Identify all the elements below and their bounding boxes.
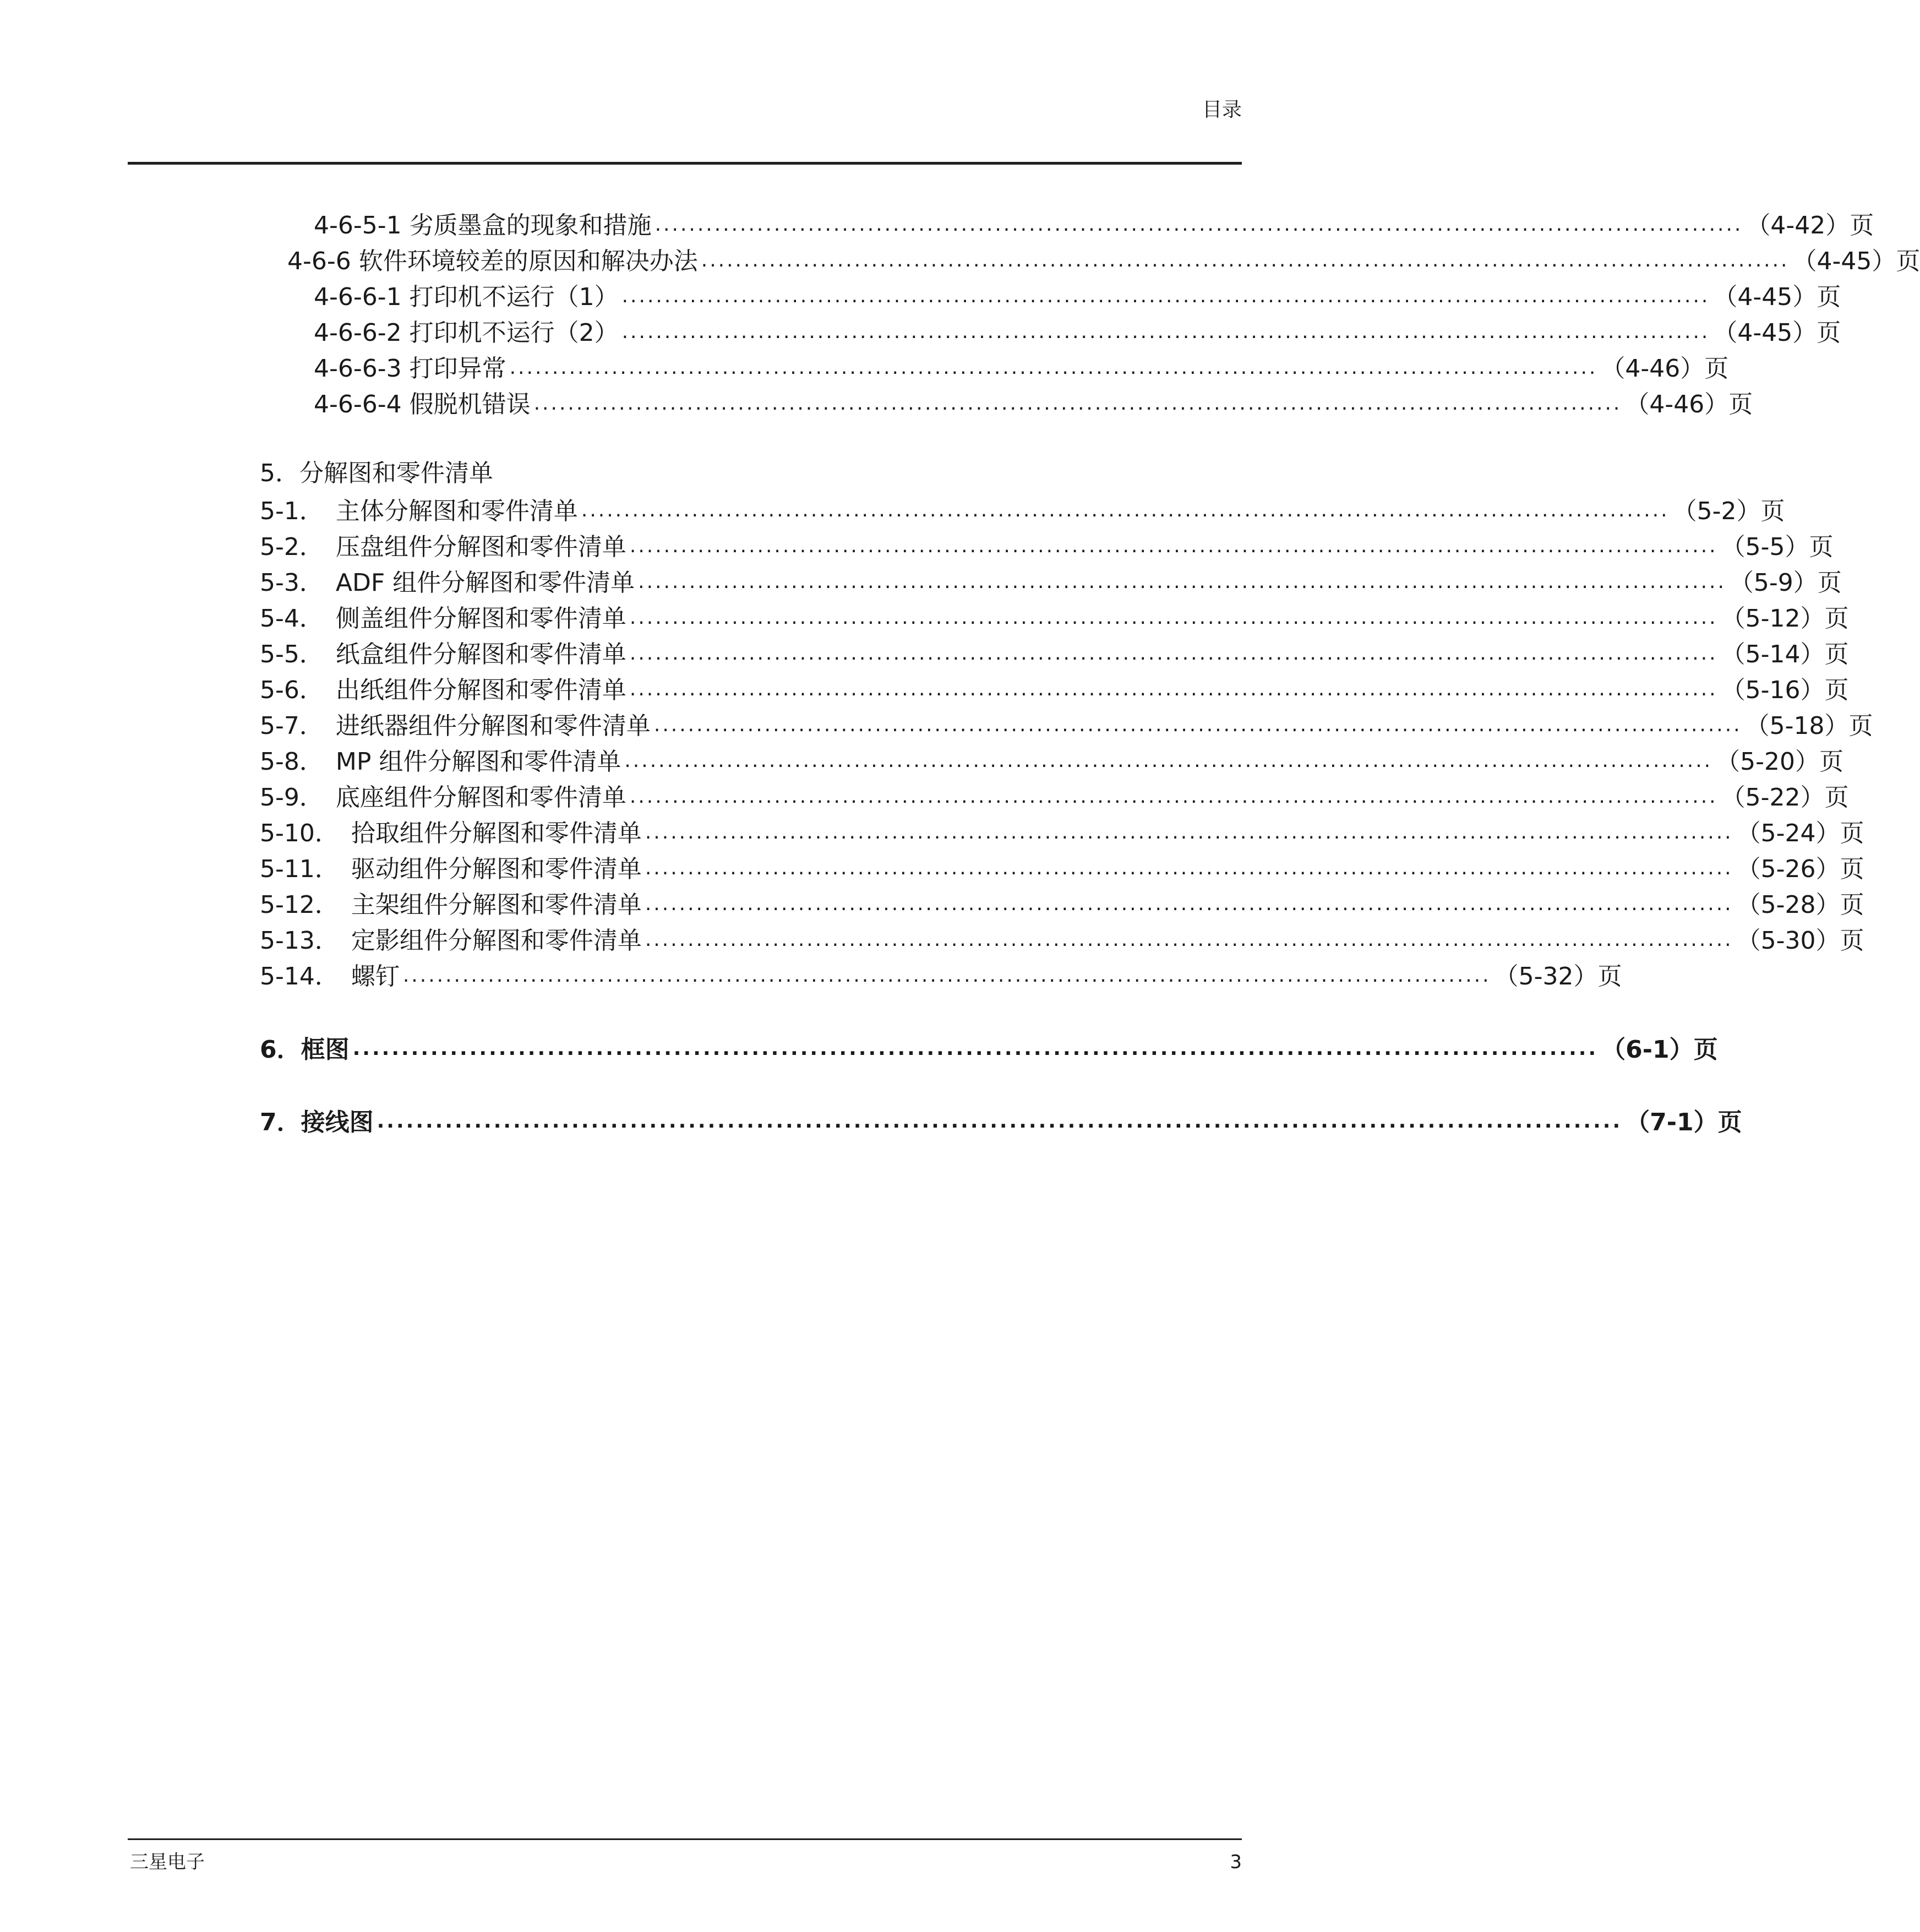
toc-page-ref: （5-9）页 xyxy=(1729,569,1842,597)
footer-company: 三星电子 xyxy=(130,1851,205,1873)
toc-number: 5-9． xyxy=(260,783,324,812)
dot-leader: ................................................................................................................................ xyxy=(352,1037,1599,1060)
toc-page-ref: （4-45）页 xyxy=(1792,247,1920,275)
toc-number: 5-6． xyxy=(260,676,324,704)
toc-title: 拾取组件分解图和零件清单 xyxy=(351,819,642,847)
dot-leader: ................................................................................................................................ xyxy=(624,749,1713,772)
toc-number: 4-6-5-1 xyxy=(314,211,402,240)
toc-number: 5-5． xyxy=(260,640,324,668)
dot-leader: ................................................................................................................................ xyxy=(581,499,1670,521)
toc-number: 4-6-6-3 xyxy=(314,355,402,383)
footer-page-number: 3 xyxy=(1230,1851,1242,1873)
toc-page-ref: （4-42）页 xyxy=(1746,211,1874,240)
dot-leader: ................................................................................................................................ xyxy=(621,285,1710,307)
toc-title: 底座组件分解图和零件清单 xyxy=(335,783,626,812)
toc-entry[interactable] xyxy=(287,242,1920,277)
toc-entry[interactable] xyxy=(260,563,1842,598)
footer-rule xyxy=(128,1838,1242,1840)
toc-number: 5-13． xyxy=(260,927,339,955)
toc-number: 5-10． xyxy=(260,819,339,847)
toc-page-ref: （4-45）页 xyxy=(1713,283,1841,311)
toc-number: 4-6-6-4 xyxy=(314,390,402,418)
toc-title: 劣质墨盒的现象和措施 xyxy=(409,211,652,240)
toc-title: 侧盖组件分解图和零件清单 xyxy=(335,605,626,633)
toc-page-ref: （5-2）页 xyxy=(1672,497,1785,525)
toc-entry[interactable] xyxy=(260,850,1864,885)
toc-page-ref: （4-45）页 xyxy=(1713,319,1841,347)
toc-entry[interactable] xyxy=(260,921,1864,956)
dot-leader: ................................................................................................................................ xyxy=(645,857,1733,879)
chapter-6-entry[interactable] xyxy=(260,1030,1718,1065)
toc-page-ref: （5-24）页 xyxy=(1736,819,1864,847)
dot-leader: ................................................................................................................................ xyxy=(654,213,1743,236)
dot-leader: ................................................................................................................................ xyxy=(653,714,1742,736)
toc-number: 5-1． xyxy=(260,497,324,525)
dot-leader: ................................................................................................................................ xyxy=(638,570,1726,593)
toc-title: 假脱机错误 xyxy=(409,390,531,418)
toc-page-ref: （5-28）页 xyxy=(1736,891,1864,919)
dot-leader: ................................................................................................................................ xyxy=(377,1110,1623,1133)
toc-title: 螺钉 xyxy=(351,962,400,991)
toc-entry[interactable] xyxy=(314,206,1874,241)
toc-entry[interactable] xyxy=(260,527,1834,563)
toc-page-ref: （5-18）页 xyxy=(1745,712,1873,740)
dot-leader: ................................................................................................................................ xyxy=(402,964,1491,987)
toc-title: 软件环境较差的原因和解决办法 xyxy=(358,247,698,275)
toc-title: 打印机不运行（1） xyxy=(409,283,619,311)
toc-title: 主架组件分解图和零件清单 xyxy=(351,891,642,919)
toc-entry[interactable] xyxy=(260,492,1785,527)
dot-leader: ................................................................................................................................ xyxy=(509,356,1598,379)
toc-title: 驱动组件分解图和零件清单 xyxy=(351,855,642,883)
toc-title: 打印异常 xyxy=(409,355,506,383)
toc-title: 进纸器组件分解图和零件清单 xyxy=(335,712,651,740)
toc-number: 4-6-6-2 xyxy=(314,319,402,347)
header-title: 目录 xyxy=(1202,99,1242,121)
toc-title: ADF 组件分解图和零件清单 xyxy=(335,569,635,597)
toc-page-ref: （5-22）页 xyxy=(1721,783,1849,812)
toc-number: 5-8． xyxy=(260,748,324,776)
toc-page-ref: （6-1）页 xyxy=(1601,1036,1718,1064)
dot-leader: ................................................................................................................................ xyxy=(629,678,1718,700)
toc-entry[interactable] xyxy=(260,671,1849,706)
dot-leader: ................................................................................................................................ xyxy=(629,606,1718,629)
toc-title: MP 组件分解图和零件清单 xyxy=(335,748,621,776)
toc-entry[interactable] xyxy=(314,277,1841,313)
toc-page-ref: （5-12）页 xyxy=(1721,605,1849,633)
dot-leader: ................................................................................................................................ xyxy=(701,249,1790,271)
toc-number: 4-6-6-1 xyxy=(314,283,402,311)
toc-entry[interactable] xyxy=(260,706,1873,742)
chapter-7-entry[interactable] xyxy=(260,1103,1742,1138)
chapter-5-title: 5．分解图和零件清单 xyxy=(260,459,493,487)
toc-page-ref: （4-46）页 xyxy=(1601,355,1729,383)
toc-title: 纸盒组件分解图和零件清单 xyxy=(335,640,626,668)
dot-leader: ................................................................................................................................ xyxy=(645,821,1733,843)
toc-entry[interactable] xyxy=(260,957,1622,992)
toc-page-ref: （5-26）页 xyxy=(1736,855,1864,883)
toc-title: 压盘组件分解图和零件清单 xyxy=(335,533,626,561)
toc-number: 4-6-6 xyxy=(287,247,351,275)
dot-leader: ................................................................................................................................ xyxy=(629,535,1718,557)
toc-page-ref: （5-5）页 xyxy=(1721,533,1834,561)
toc-number: 5-11． xyxy=(260,855,339,883)
toc-page-ref: （5-30）页 xyxy=(1736,927,1864,955)
toc-number: 5-14． xyxy=(260,962,339,991)
toc-page-ref: （5-14）页 xyxy=(1721,640,1849,668)
dot-leader: ................................................................................................................................ xyxy=(629,785,1718,808)
toc-title: 6．框图 xyxy=(260,1036,350,1064)
toc-entry[interactable] xyxy=(260,635,1849,670)
dot-leader: ................................................................................................................................ xyxy=(629,642,1718,665)
header-rule xyxy=(128,162,1242,165)
toc-entry[interactable] xyxy=(314,313,1841,349)
toc-entry[interactable] xyxy=(314,385,1753,420)
toc-page-ref: （4-46）页 xyxy=(1625,390,1753,418)
toc-entry[interactable] xyxy=(260,885,1864,921)
toc-title: 打印机不运行（2） xyxy=(409,319,619,347)
toc-page-ref: （5-20）页 xyxy=(1716,748,1843,776)
toc-title: 定影组件分解图和零件清单 xyxy=(351,927,642,955)
toc-title: 主体分解图和零件清单 xyxy=(335,497,578,525)
toc-entry[interactable] xyxy=(260,778,1849,813)
toc-number: 5-3． xyxy=(260,569,324,597)
toc-entry[interactable] xyxy=(260,814,1864,849)
toc-number: 5-12． xyxy=(260,891,339,919)
toc-entry[interactable] xyxy=(314,349,1729,384)
toc-entry[interactable] xyxy=(260,599,1849,634)
toc-number: 5-7． xyxy=(260,712,324,740)
toc-title: 出纸组件分解图和零件清单 xyxy=(335,676,626,704)
dot-leader: ................................................................................................................................ xyxy=(645,928,1733,951)
toc-page-ref: （5-32）页 xyxy=(1494,962,1622,991)
toc-page-ref: （7-1）页 xyxy=(1626,1108,1742,1136)
toc-number: 5-4． xyxy=(260,605,324,633)
dot-leader: ................................................................................................................................ xyxy=(621,320,1710,343)
toc-number: 5-2． xyxy=(260,533,324,561)
dot-leader: ................................................................................................................................ xyxy=(645,892,1733,915)
toc-title: 7．接线图 xyxy=(260,1108,374,1136)
toc-page-ref: （5-16）页 xyxy=(1721,676,1849,704)
dot-leader: ................................................................................................................................ xyxy=(533,392,1622,415)
toc-entry[interactable] xyxy=(260,742,1843,777)
